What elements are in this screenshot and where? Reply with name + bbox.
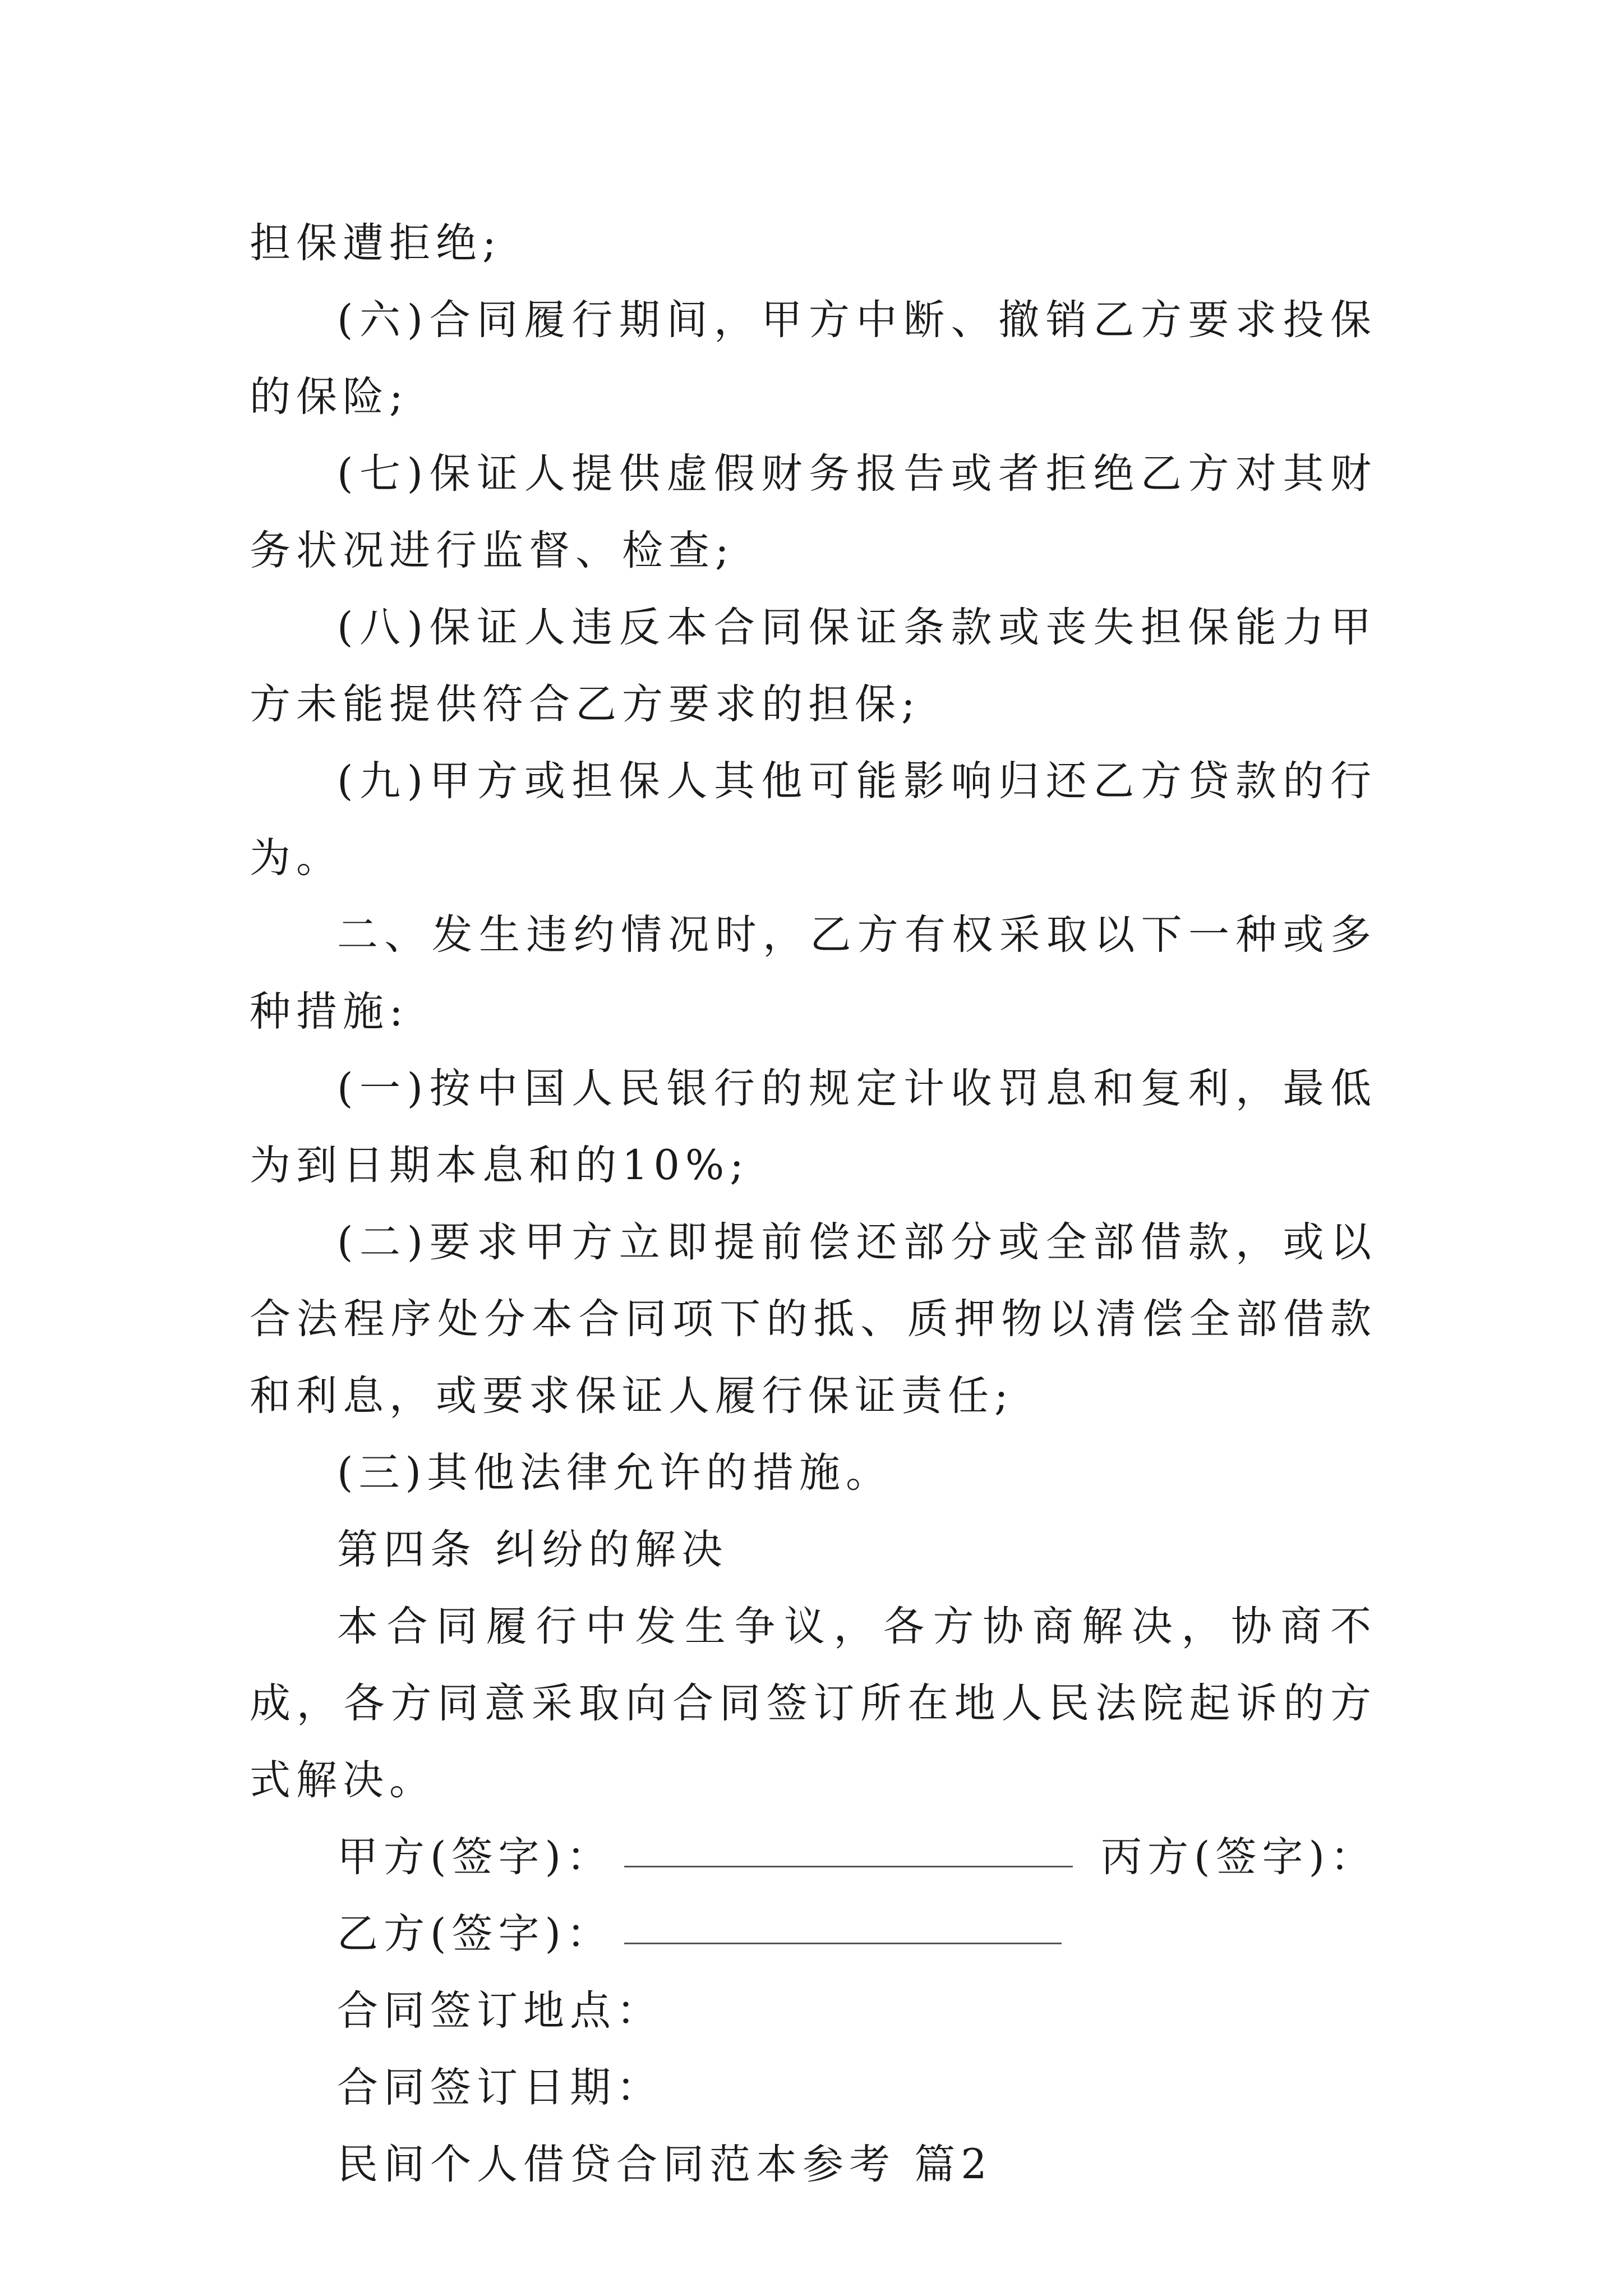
- paragraph-breach-measures: 二、发生违约情况时，乙方有权采取以下一种或多种措施:: [250, 911, 1377, 1036]
- paragraph-item-6: (六)合同履行期间，甲方中断、撤销乙方要求投保的保险;: [250, 296, 1377, 421]
- document-body: [250, 205, 1377, 2203]
- paragraph-item-7: (七)保证人提供虚假财务报告或者拒绝乙方对其财务状况进行监督、检查;: [250, 450, 1377, 574]
- signature-row-party-a-c: [250, 1819, 1377, 1895]
- party-b-signature-label: 乙方(签字)：: [337, 1910, 613, 1958]
- contract-place-label: 合同签订地点：: [337, 1987, 663, 2035]
- party-a-signature-line: [624, 1832, 1073, 1867]
- next-contract-title: 民间个人借贷合同范本参考 篇2: [337, 2141, 993, 2188]
- party-a-signature-label: 甲方(签字)：: [337, 1833, 613, 1881]
- party-b-signature-line: [624, 1909, 1062, 1944]
- party-c-signature-label: 丙方(签字)：: [1101, 1833, 1377, 1881]
- paragraph-measure-2: (二)要求甲方立即提前偿还部分或全部借款，或以合法程序处分本合同项下的抵、质押物以清偿全部借款和利息，或要求保证人履行保证责任;: [250, 1218, 1377, 1420]
- paragraph-measure-1: (一)按中国人民银行的规定计收罚息和复利，最低为到日期本息和的10%;: [250, 1065, 1377, 1189]
- paragraph-guarantee-refused: 担保遭拒绝;: [250, 219, 502, 267]
- section-heading-article-4: 第四条 纠纷的解决: [337, 1526, 728, 1573]
- signature-row-party-b: [250, 1895, 1377, 1972]
- contract-date-label: 合同签订日期：: [337, 2064, 663, 2111]
- paragraph-item-8: (八)保证人违反本合同保证条款或丧失担保能力甲方未能提供符合乙方要求的担保;: [250, 604, 1377, 728]
- paragraph-dispute-resolution: 本合同履行中发生争议，各方协商解决，协商不成，各方同意采取向合同签订所在地人民法院起诉的方式解决。: [250, 1603, 1377, 1804]
- paragraph-item-9: (九)甲方或担保人其他可能影响归还乙方贷款的行为。: [250, 757, 1377, 882]
- paragraph-measure-3: (三)其他法律允许的措施。: [337, 1449, 892, 1497]
